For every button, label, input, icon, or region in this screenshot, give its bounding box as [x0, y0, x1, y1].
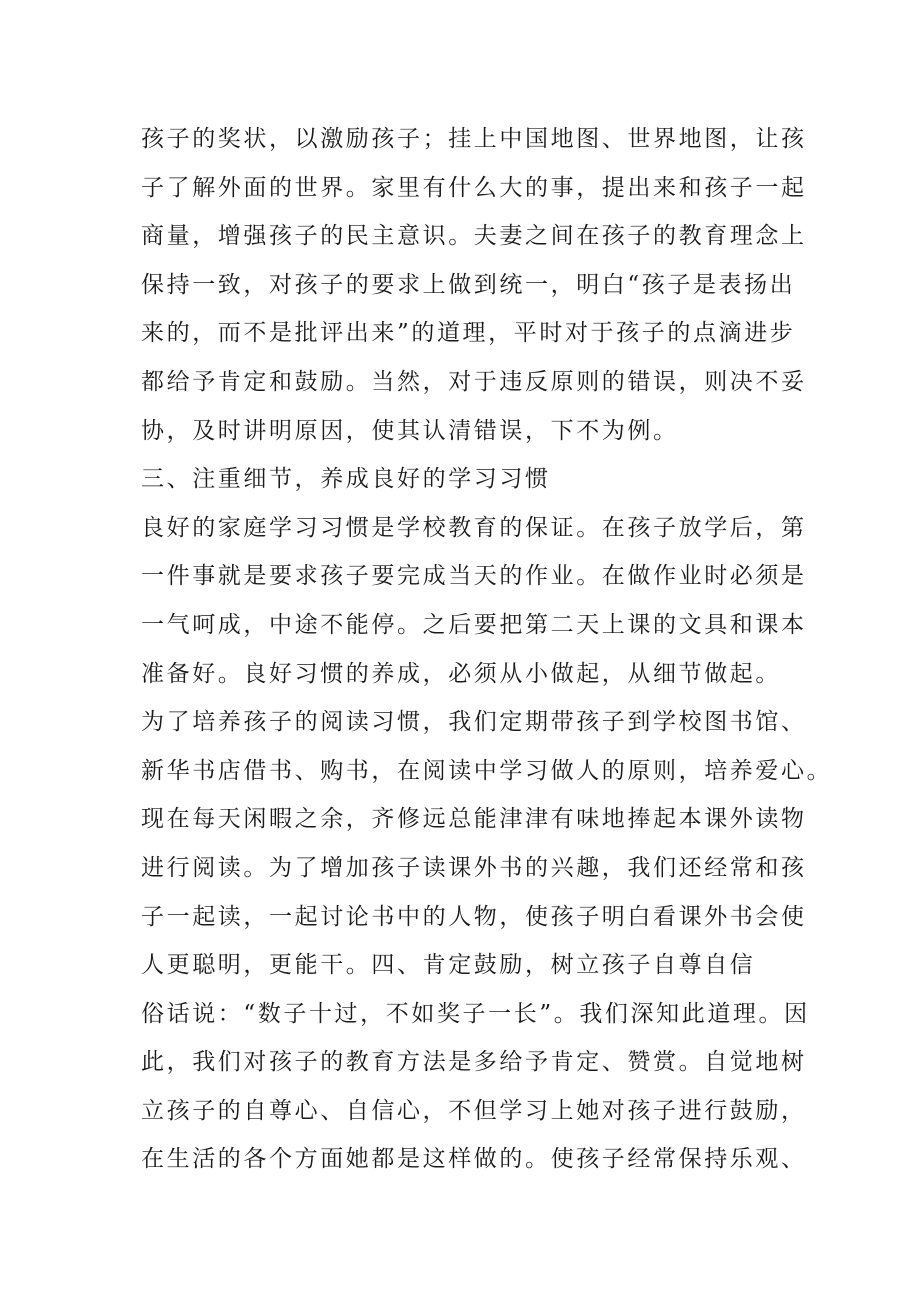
text-line: 进行阅读。为了增加孩子读课外书的兴趣，我们还经常和孩 [141, 854, 807, 881]
text-line: 商量，增强孩子的民主意识。夫妻之间在孩子的教育理念上 [141, 223, 807, 250]
text-line: 子一起读，一起讨论书中的人物，使孩子明白看课外书会使 [141, 903, 807, 930]
text-line: 子了解外面的世界。家里有什么大的事，提出来和孩子一起 [141, 174, 807, 201]
text-line: 现在每天闲暇之余，齐修远总能津津有味地捧起本课外读物 [141, 806, 807, 833]
text-line: 一件事就是要求孩子要完成当天的作业。在做作业时必须是 [141, 563, 807, 590]
text-line: 良好的家庭学习习惯是学校教育的保证。在孩子放学后，第 [141, 514, 807, 541]
text-line: 此，我们对孩子的教育方法是多给予肯定、赞赏。自觉地树 [141, 1049, 807, 1076]
text-line: 孩子的奖状，以激励孩子；挂上中国地图、世界地图，让孩 [141, 126, 807, 152]
text-line: 人更聪明，更能干。四、肯定鼓励，树立孩子自尊自信 [141, 952, 756, 979]
text-line: 协，及时讲明原因，使其认清错误，下不为例。 [141, 417, 679, 444]
section-heading: 三、注重细节，养成良好的学习习惯 [141, 466, 551, 493]
text-line: 来的，而不是批评出来”的道理，平时对于孩子的点滴进步 [141, 320, 796, 347]
text-line: 都给予肯定和鼓励。当然，对于违反原则的错误，则决不妥 [141, 368, 807, 395]
text-line: 新华书店借书、购书，在阅读中学习做人的原则，培养爱心。 [141, 757, 833, 784]
text-line: 在生活的各个方面她都是这样做的。使孩子经常保持乐观、 [141, 1146, 807, 1173]
text-line: 一气呵成，中途不能停。之后要把第二天上课的文具和课本 [141, 611, 807, 638]
text-line: 为了培养孩子的阅读习惯，我们定期带孩子到学校图书馆、 [141, 709, 807, 736]
text-line: 俗话说：“数子十过，不如奖子一长”。我们深知此道理。因 [141, 1000, 810, 1027]
body-text [141, 115, 833, 1184]
text-line: 准备好。良好习惯的养成，必须从小做起，从细节做起。 [141, 660, 781, 687]
text-line: 立孩子的自尊心、自信心，不但学习上她对孩子进行鼓励， [141, 1097, 807, 1124]
text-line: 保持一致，对孩子的要求上做到统一，明白“孩子是表扬出 [141, 271, 796, 298]
